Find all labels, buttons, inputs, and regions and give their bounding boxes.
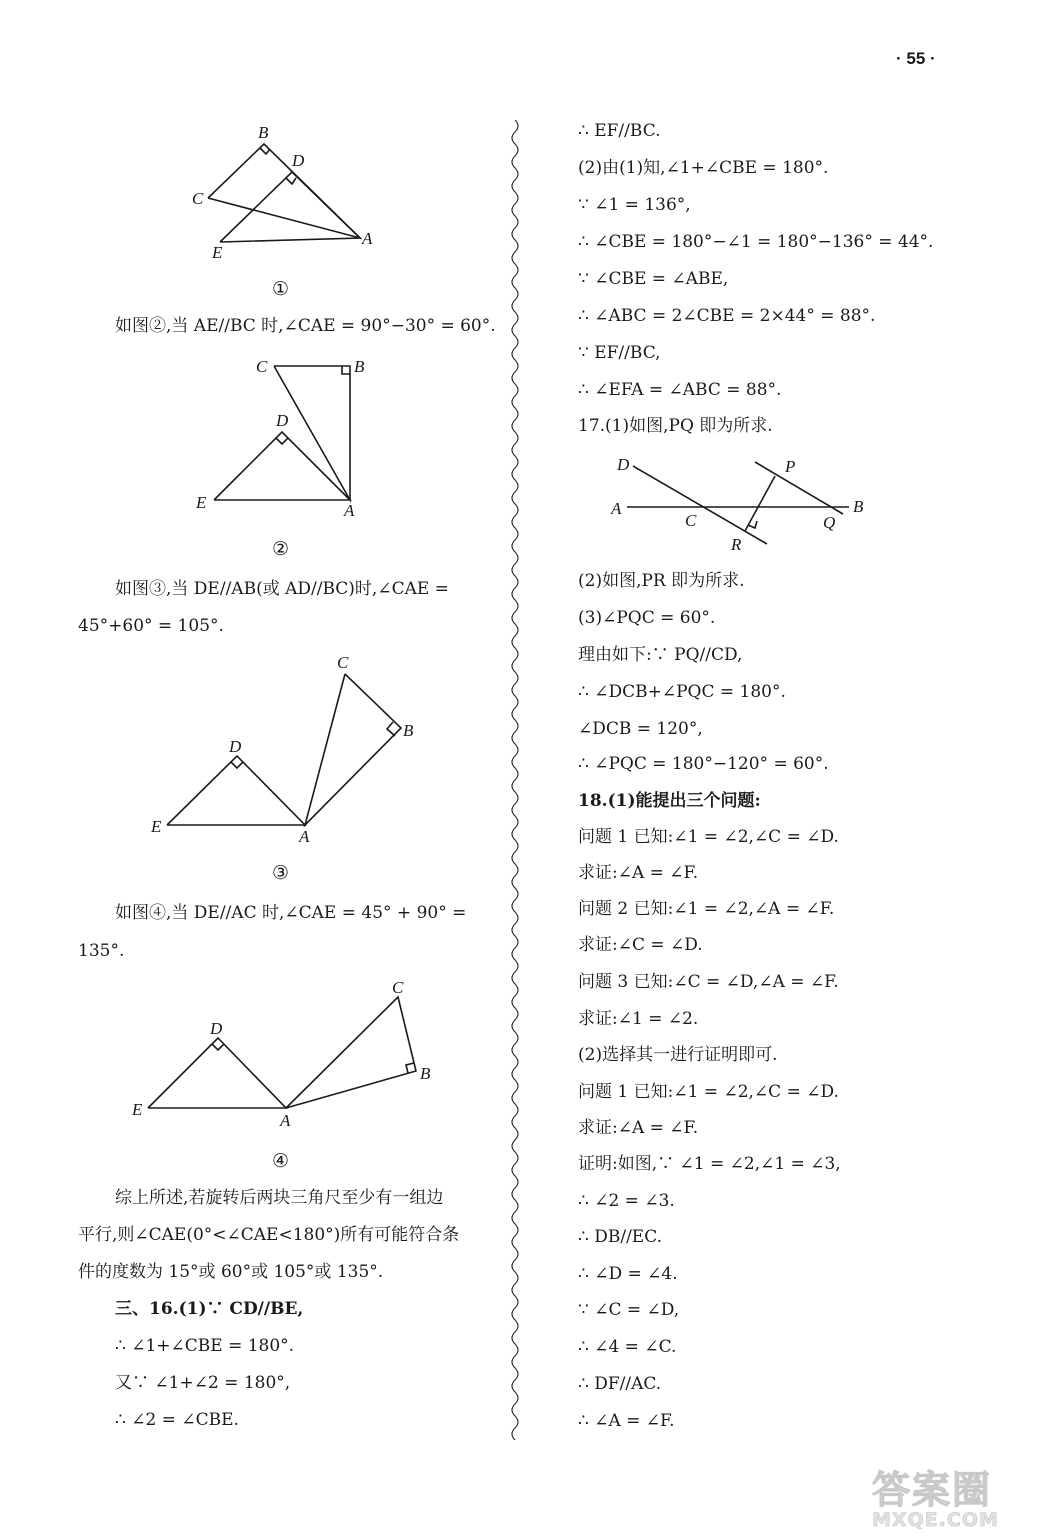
column-divider: [500, 120, 530, 1440]
q18-line-12: ∴ ∠2 = ∠3.: [578, 1191, 675, 1211]
q18-line-17: ∴ DF//AC.: [578, 1374, 662, 1394]
q18-line-14: ∴ ∠D = ∠4.: [578, 1264, 678, 1284]
watermark-logo: [872, 1470, 1042, 1532]
q18-line-18: ∴ ∠A = ∠F.: [578, 1411, 675, 1431]
fig17-label-D: D: [617, 455, 630, 474]
right-line-4: ∴ ∠CBE = 180°−∠1 = 180°−136° = 44°.: [578, 232, 934, 252]
q17-line-2: (2)如图,PR 即为所求.: [578, 571, 745, 591]
fig2-label-A: A: [344, 501, 355, 520]
watermark-title: 答案圈: [872, 1468, 993, 1512]
fig4-label-E: E: [132, 1100, 143, 1119]
q16-line-3: ∴ ∠2 = ∠CBE.: [115, 1410, 239, 1430]
fig1-label-E: E: [212, 243, 223, 262]
summary-line-1: 综上所述,若旋转后两块三角尺至少有一组边: [115, 1188, 444, 1208]
q18-line-3: 求证:∠A = ∠F.: [578, 863, 699, 883]
fig17-label-B: B: [853, 497, 864, 516]
fig3-label-A: A: [299, 827, 310, 846]
fig4-label-A: A: [280, 1111, 291, 1130]
q18-line-13: ∴ DB//EC.: [578, 1227, 663, 1247]
q16-line-2: 又∵ ∠1+∠2 = 180°,: [115, 1373, 291, 1393]
fig17-label-A: A: [611, 499, 622, 518]
q18-line-16: ∴ ∠4 = ∠C.: [578, 1337, 677, 1357]
summary-line-2: 平行,则∠CAE(0°<∠CAE<180°)所有可能符合条: [78, 1225, 460, 1245]
q18-line-4: 问题 2 已知:∠1 = ∠2,∠A = ∠F.: [578, 899, 835, 919]
fig1-label-D: D: [292, 151, 305, 170]
fig1-label-B: B: [258, 123, 269, 142]
fig2-label-D: D: [276, 411, 289, 430]
q16-line-1: ∴ ∠1+∠CBE = 180°.: [115, 1336, 295, 1356]
q18-line-2: 问题 1 已知:∠1 = ∠2,∠C = ∠D.: [578, 827, 839, 847]
q17-line-6: ∠DCB = 120°,: [578, 719, 703, 739]
fig4-label-B: B: [420, 1064, 431, 1083]
left-line-fig3-a: 如图③,当 DE//AB(或 AD//BC)时,∠CAE =: [115, 579, 449, 599]
figure-3: [145, 650, 435, 850]
page-number: · 55 ·: [896, 49, 936, 68]
right-line-8: ∴ ∠EFA = ∠ABC = 88°.: [578, 380, 782, 400]
q17-line-7: ∴ ∠PQC = 180°−120° = 60°.: [578, 754, 829, 774]
left-line-fig4-b: 135°.: [78, 941, 125, 961]
q18-line-9: 问题 1 已知:∠1 = ∠2,∠C = ∠D.: [578, 1082, 839, 1102]
figure-17: [605, 450, 875, 560]
fig3-label-B: B: [403, 721, 414, 740]
fig4-caption: ④: [272, 1150, 290, 1172]
summary-line-3: 件的度数为 15°或 60°或 105°或 135°.: [78, 1262, 384, 1282]
watermark-url: MXQE.COM: [872, 1509, 999, 1531]
q18-line-15: ∵ ∠C = ∠D,: [578, 1300, 680, 1320]
fig4-label-C: C: [392, 978, 404, 997]
right-line-5: ∵ ∠CBE = ∠ABE,: [578, 269, 729, 289]
right-line-7: ∵ EF//BC,: [578, 343, 661, 363]
fig17-label-P: P: [785, 457, 796, 476]
q18-line-11: 证明:如图,∵ ∠1 = ∠2,∠1 = ∠3,: [578, 1154, 841, 1174]
q17-line-5: ∴ ∠DCB+∠PQC = 180°.: [578, 682, 786, 702]
right-line-1: ∴ EF//BC.: [578, 121, 661, 141]
fig2-label-B: B: [354, 357, 365, 376]
left-line-fig2: 如图②,当 AE//BC 时,∠CAE = 90°−30° = 60°.: [115, 316, 496, 336]
q16-heading: 三、16.(1)∵ CD//BE,: [115, 1299, 304, 1319]
fig4-label-D: D: [210, 1019, 223, 1038]
right-line-2: (2)由(1)知,∠1+∠CBE = 180°.: [578, 158, 829, 178]
q18-line-1: 18.(1)能提出三个问题:: [578, 791, 761, 811]
left-line-fig3-b: 45°+60° = 105°.: [78, 616, 224, 636]
fig3-caption: ③: [272, 862, 290, 884]
fig3-label-D: D: [229, 737, 242, 756]
q18-line-6: 问题 3 已知:∠C = ∠D,∠A = ∠F.: [578, 972, 839, 992]
figure-2: [190, 350, 380, 520]
fig2-label-C: C: [256, 357, 268, 376]
q18-line-7: 求证:∠1 = ∠2.: [578, 1009, 699, 1029]
right-line-3: ∵ ∠1 = 136°,: [578, 195, 691, 215]
q17-line-1: 17.(1)如图,PQ 即为所求.: [578, 416, 773, 436]
fig1-caption: ①: [272, 278, 290, 300]
figure-1: [180, 120, 390, 270]
fig1-label-A: A: [362, 229, 373, 248]
fig2-label-E: E: [196, 493, 207, 512]
fig17-label-C: C: [685, 511, 697, 530]
fig1-label-C: C: [192, 189, 204, 208]
figure-4: [130, 975, 440, 1135]
right-line-6: ∴ ∠ABC = 2∠CBE = 2×44° = 88°.: [578, 306, 876, 326]
fig17-label-Q: Q: [823, 513, 836, 532]
q18-line-10: 求证:∠A = ∠F.: [578, 1118, 699, 1138]
fig2-caption: ②: [272, 538, 290, 560]
left-line-fig4-a: 如图④,当 DE//AC 时,∠CAE = 45° + 90° =: [115, 903, 467, 923]
fig3-label-E: E: [151, 817, 162, 836]
q18-line-5: 求证:∠C = ∠D.: [578, 935, 703, 955]
q17-line-4: 理由如下:∵ PQ//CD,: [578, 645, 743, 665]
q18-line-8: (2)选择其一进行证明即可.: [578, 1045, 778, 1065]
fig17-label-R: R: [731, 535, 742, 554]
fig3-label-C: C: [337, 653, 349, 672]
q17-line-3: (3)∠PQC = 60°.: [578, 608, 716, 628]
